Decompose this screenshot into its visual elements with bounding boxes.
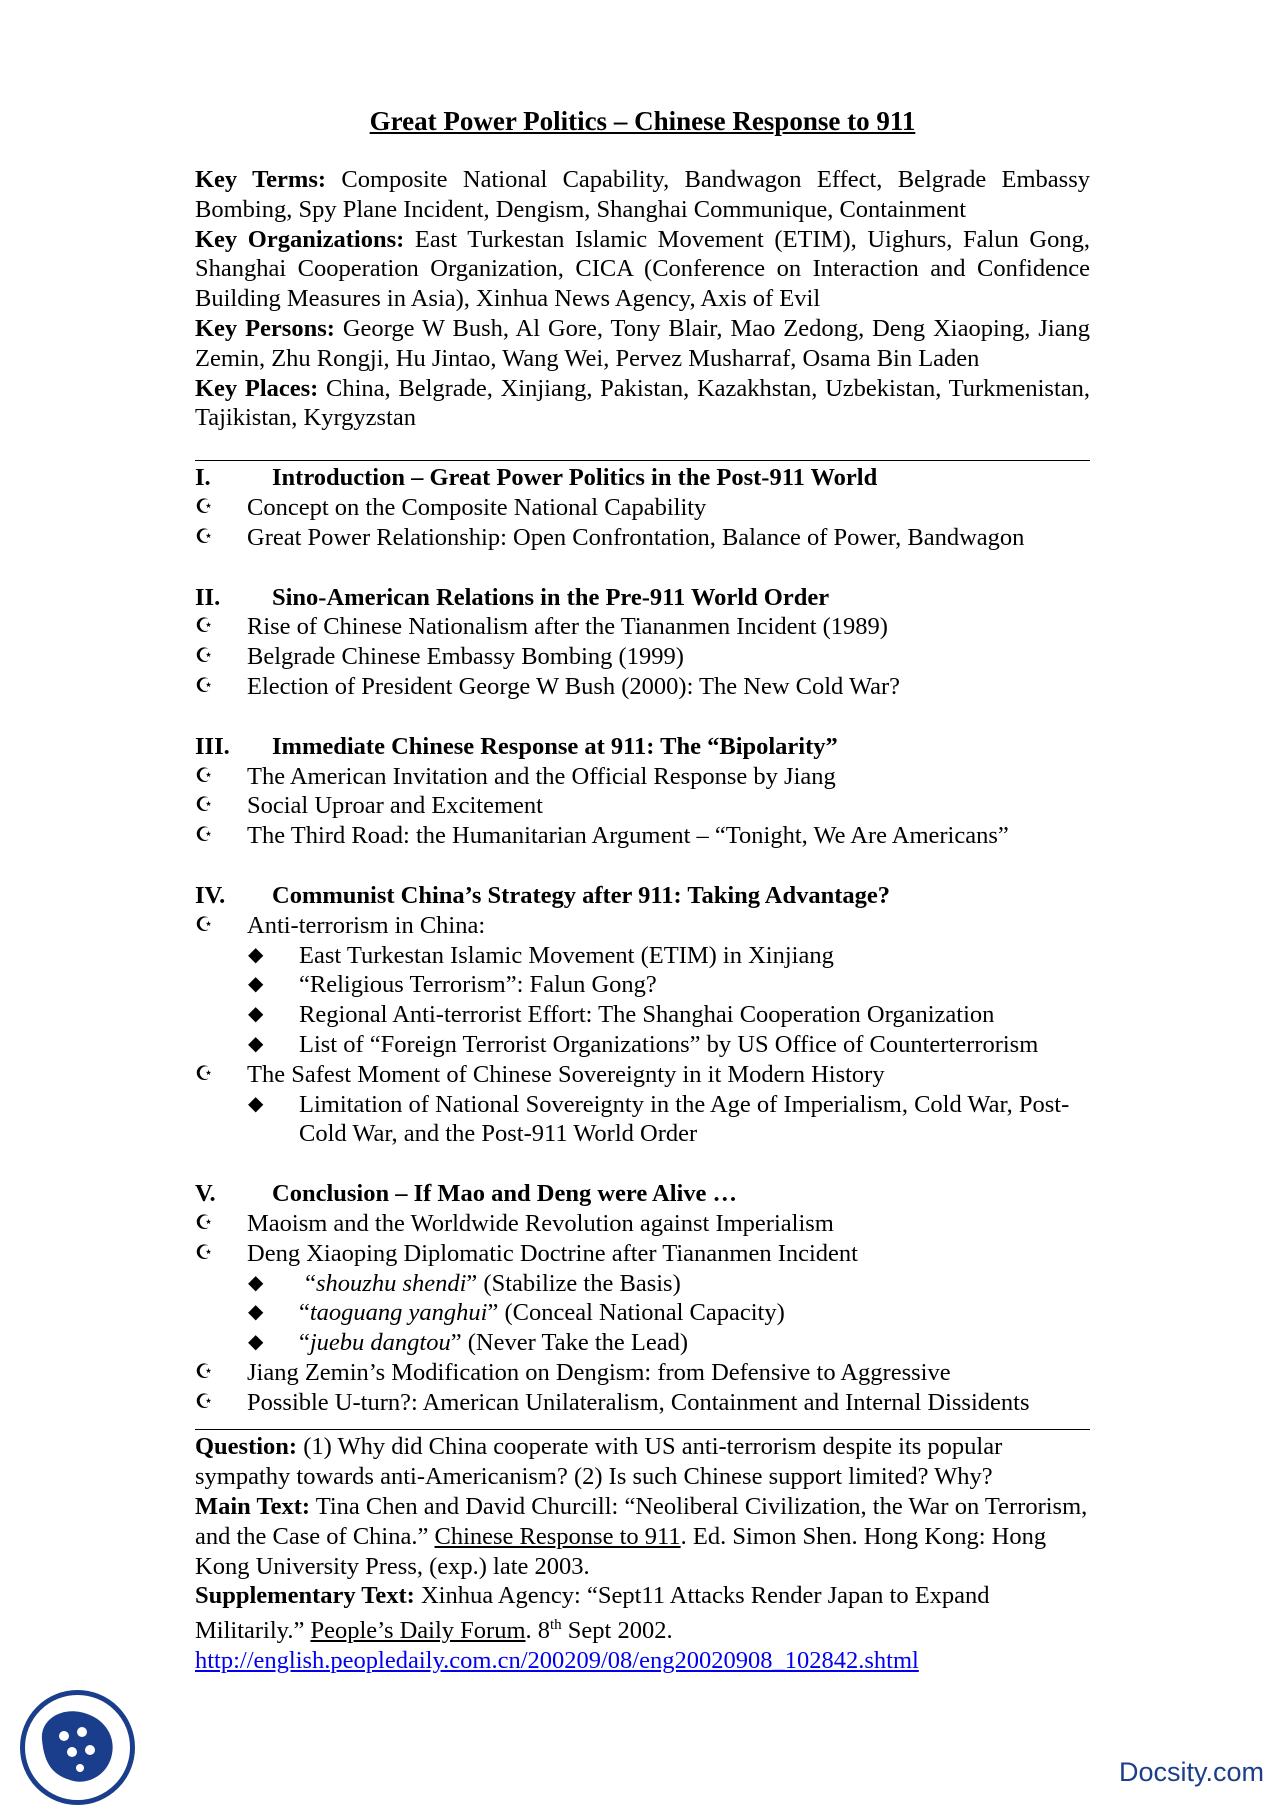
bullet-icon: ☪ <box>195 1390 213 1413</box>
diamond-bullet-icon: ◆ <box>248 943 264 966</box>
bullet-icon: ☪ <box>195 1062 213 1085</box>
section-4 <box>195 881 1090 1149</box>
brand-watermark: Docsity.com <box>1118 1757 1264 1787</box>
key-organizations-text: East Turkestan Islamic Movement (ETIM), Uighurs, Falun Gong, Shanghai Cooperation Organization, CICA (Conference on Interaction and Confidence Building Measures in Asia), Xinhua News Agency, Axis of Evil <box>195 225 1090 313</box>
key-terms-label: Key Terms: <box>195 166 327 193</box>
document-page <box>195 104 1090 1676</box>
list-item: ☪ The Safest Moment of Chinese Sovereignty in it Modern History <box>195 1060 885 1088</box>
source-link[interactable]: http://english.peopledaily.com.cn/200209/08/eng20020908_102842.shtml <box>195 1647 919 1675</box>
question: Question: (1) Why did China cooperate with US anti-terrorism despite its popular sympathy towards anti-Americanism? (2) Is such Chinese support limited? Why? <box>195 1433 1003 1491</box>
diamond-bullet-icon: ◆ <box>248 1271 264 1294</box>
questions-block <box>195 1430 1090 1676</box>
key-terms-text: Composite National Capability, Bandwagon Effect, Belgrade Embassy Bombing, Spy Plane Incident, Dengism, Shanghai Communique, Containment <box>195 166 1090 223</box>
key-terms-block <box>195 165 1090 433</box>
bullet-icon: ☪ <box>195 645 213 668</box>
bullet-icon: ☪ <box>195 525 213 548</box>
list-item: ☪ The Third Road: the Humanitarian Argument – “Tonight, We Are Americans” <box>195 822 1009 850</box>
bullet-icon: ☪ <box>195 1360 213 1383</box>
bullet-icon: ☪ <box>195 1211 213 1234</box>
sub-list-item: ◆ “taoguang yanghui” (Conceal National Capacity) <box>248 1299 785 1327</box>
bullet-icon: ☪ <box>195 913 213 936</box>
diamond-bullet-icon: ◆ <box>248 1331 264 1354</box>
sub-list-item: ◆ Limitation of National Sovereignty in the Age of Imperialism, Cold War, Post-Cold War, and the Post-911 World Order <box>248 1090 1070 1148</box>
main-text: Main Text: Tina Chen and David Churcill: “Neoliberal Civilization, the War on Terrorism, and the Case of China.” Chinese Response to 911. Ed. Simon Shen. Hong Kong: Hong Kong University Press, (exp.) late 2003. <box>195 1493 1088 1580</box>
sub-list-item: ◆ List of “Foreign Terrorist Organizations” by US Office of Counterterrorism <box>248 1030 1039 1058</box>
list-item: ☪ Deng Xiaoping Diplomatic Doctrine after Tiananmen Incident <box>195 1239 858 1267</box>
sub-list-item: ◆ “Religious Terrorism”: Falun Gong? <box>248 971 657 999</box>
section-heading: V. Conclusion – If Mao and Deng were Alive … <box>195 1180 738 1208</box>
section-5 <box>195 1179 1090 1417</box>
list-item: ☪ Possible U-turn?: American Unilateralism, Containment and Internal Dissidents <box>195 1388 1030 1416</box>
section-heading: II. Sino-American Relations in the Pre-911 World Order <box>195 583 830 611</box>
sub-list-item: ◆ Regional Anti-terrorist Effort: The Shanghai Cooperation Organization <box>248 1001 995 1029</box>
list-item: ☪ Great Power Relationship: Open Confrontation, Balance of Power, Bandwagon <box>195 523 1025 551</box>
key-organizations-label: Key Organizations: <box>195 225 405 253</box>
sub-list-item: ◆ “shouzhu shendi” (Stabilize the Basis) <box>248 1269 681 1297</box>
section-3 <box>195 732 1090 851</box>
sub-list-item: ◆ “juebu dangtou” (Never Take the Lead) <box>248 1329 688 1357</box>
diamond-bullet-icon: ◆ <box>248 1032 264 1055</box>
diamond-bullet-icon: ◆ <box>248 1092 264 1115</box>
key-organizations <box>195 225 1090 314</box>
section-2 <box>195 583 1090 702</box>
key-persons <box>195 314 1090 374</box>
bullet-icon: ☪ <box>195 824 213 847</box>
list-item: ☪ Belgrade Chinese Embassy Bombing (1999) <box>195 643 684 671</box>
bullet-icon: ☪ <box>195 1241 213 1264</box>
diamond-bullet-icon: ◆ <box>248 1003 264 1026</box>
list-item: ☪ The American Invitation and the Official Response by Jiang <box>195 762 836 790</box>
key-persons-label: Key Persons: <box>195 314 335 342</box>
sub-list-item: ◆ East Turkestan Islamic Movement (ETIM) in Xinjiang <box>248 941 834 969</box>
supplementary-text: Supplementary Text: Xinhua Agency: “Sept11 Attacks Render Japan to Expand Militarily.” People’s Daily Forum. 8th Sept 2002. http://english.peopledaily.com.cn/200209/08/eng20020908_102842.shtml <box>195 1582 990 1675</box>
key-persons-text: George W Bush, Al Gore, Tony Blair, Mao Zedong, Deng Xiaoping, Jiang Zemin, Zhu Rongji, Hu Jintao, Wang Wei, Pervez Musharraf, Osama Bin Laden <box>195 314 1091 372</box>
section-heading: IV. Communist China’s Strategy after 911: Taking Advantage? <box>195 881 891 909</box>
diamond-bullet-icon: ◆ <box>248 973 264 996</box>
docsity-logo-icon <box>20 1690 135 1805</box>
section-heading: I. Introduction – Great Power Politics in the Post-911 World <box>195 464 878 492</box>
key-places-label: Key Places: <box>195 374 319 402</box>
list-item: ☪ Jiang Zemin’s Modification on Dengism: from Defensive to Aggressive <box>195 1358 951 1386</box>
list-item: ☪ Maoism and the Worldwide Revolution against Imperialism <box>195 1209 834 1237</box>
page-title: Great Power Politics – Chinese Response to 911 <box>369 106 916 136</box>
bullet-icon: ☪ <box>195 615 213 638</box>
key-places <box>195 374 1090 434</box>
list-item: ☪ Concept on the Composite National Capability <box>195 493 707 521</box>
list-item: ☪ Rise of Chinese Nationalism after the Tiananmen Incident (1989) <box>195 613 888 641</box>
list-item: ☪ Anti-terrorism in China: <box>195 911 486 939</box>
list-item: ☪ Social Uproar and Excitement <box>195 792 543 820</box>
section-1 <box>195 461 1090 552</box>
section-heading: III. Immediate Chinese Response at 911: The “Bipolarity” <box>195 732 838 760</box>
key-terms <box>195 165 1090 225</box>
bullet-icon: ☪ <box>195 495 213 518</box>
bullet-icon: ☪ <box>195 674 213 697</box>
list-item: ☪ Election of President George W Bush (2000): The New Cold War? <box>195 672 901 700</box>
diamond-bullet-icon: ◆ <box>248 1301 264 1324</box>
bullet-icon: ☪ <box>195 794 213 817</box>
bullet-icon: ☪ <box>195 764 213 787</box>
key-places-text: China, Belgrade, Xinjiang, Pakistan, Kazakhstan, Uzbekistan, Turkmenistan, Tajikistan, Kyrgyzstan <box>195 374 1091 432</box>
